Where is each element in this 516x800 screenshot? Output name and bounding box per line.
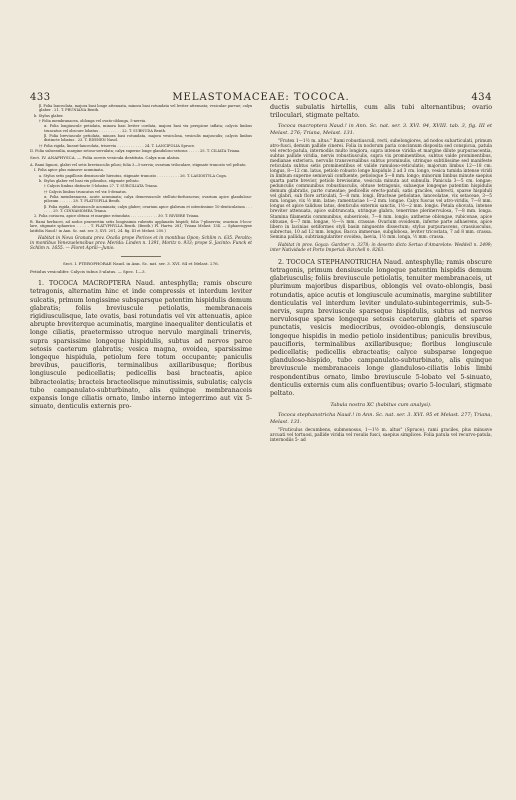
left-column (30, 104, 252, 778)
right-page-number: 434 (471, 92, 492, 103)
key-line: 2. Folia coriacea, apice obtusa et margine rotundata . . . . . . . . . . . . 30. T. RIVIERE Triana. (34, 214, 200, 219)
divider (121, 256, 161, 257)
key-line: b. Stylus glaber. (34, 113, 64, 118)
key-line: B. Rami herbacei, ad nodos praesertim setis longissimis rubentis applanatis hispidi; folia 7-plinervia; ovarium 5-locu-lare, stigmate sphaerico . . . . . T. PLATYPHYLLA Benth. (Benth.) Pl. Hartw. 281; Triana Melast. 134. — Sphaerogyne latifolia Naud.! in Ann. Sc. nat. ser. 3, XVI. 201, 24. fig. III et Melast. 250.) (30, 219, 252, 233)
key-line: α. Folia longiuscule petiolata, minora basi leviter cordata, majora basi vix perspicue inflata; calycis limbus truncatus vel obscure lobatus . . . . . . . . . . 22. T. SUBNUDA Benth. (44, 124, 252, 133)
key-line: † Folia membranacea, oblonga vel ovato-oblonga, 5-nervia. (39, 119, 147, 124)
running-title: MELASTOMACEAE: TOCOCA. (172, 92, 350, 103)
key-line: β. Folia breviuscule petiolata, minora basi rotundata, majora vesiculosa, vesiculis majusculis; calycis limbus distincte lobatus . 23. T. EDENEN Naud. (44, 134, 252, 143)
section-note: Petiolus vesiculifer. Calycis tubus 5-alatus. — Spec. 1—3. (30, 268, 146, 274)
key-line: I. Folia apice plus minusve acuminata. (34, 168, 104, 173)
detailed-description: "Frutex 1—1½ m. altus." Rami robustiusculi, recti, subelongiores, ad nodos subarticulati, primum atro-fusci, demum pallide cinerei. Folia in nodorum paria concinnum disposita sed conspicua, patula vel erecto-patula, internodiis multo longiora, supra intense viridia et margine dilute purpurascentia, subtus pallide viridia, nervis robustiusculis, supra vix prominentibus, subtus valde prominentibus, medianae exteriora, nervulis transversalibus subtus prominulis, utrinque subtilissime sed manifeste reticulata subtus setis prominentibus et valide ramuloso-reticulatis; majorum limbus 12—18 cm. longus, 8—12 cm. latus, petiolo robusto longe hispidulo 2 ad 3 cm. longo, vesica tumida intense viridi in limbum superne semiovali confluente, petioloque 5—8 mm. longo; minorum limbus minute saepius quarta parte brevior, petiolo brevissimo, vesicula minuta aut subnulla. Panicula 3—5 cm. longae; pedunculis communibus robustiusculis, obtuse tetragonis, subaeque longeque patentim hispidulis demum glabratis, parte cuneatae; pedicellis erecto-patuli, satis graciles, subrecti, sparse hispiduli vel glabri, sub flore articulati, 5—8 mm. longi. Bracteae petiolatae, lanceolatae, vix setaceae, 3—5 mm. longae, vix ½ mm. latae; ramentaciae 1—2 mm. longae. Calyx fuscus vel atro-viridis, 7—8 mm. longus et apice taliduss latus, denticulis externis sanctis, 1½—2 mm. longis. Petala obovata, intense breviter attenuata, apice subtruncata, utrinque glabra, tenerrime plerinervulosa, 7—8 mm. longa. Stamina filamentis communibus, subsericeis, 7—8 mm. longis; antherae oblongae, rubiconae, apice obtusae, 6—7 mm. longae, ½—⅔ mm. crassae. Ovarium ovoideum, inferne parte adhaerens, apice libero in lacinias setiformes styli basin ninguente dissectum; stylus purpurascens, crassiusculus, subrectus, 10 ad 12 mm. longus. Bacca immersae, subglobosa, leviter tricostata, 7 ad 8 mm. crassa. Semina pallida, subtriangulariter ovoidea, laevia, 1½ mm. longa, ½ mm. crassa. (270, 138, 492, 240)
key-line: II. Folia subsessilia, margine setoso-serrulata; calyx superne longe glanduloso-setosus . . . . . 25. T. CILIATA Triana. (30, 149, 241, 154)
species-description-continued: ductis subulatis hirtellis, cum alis tubi alternantibus; ovario triloculari, stigmate peltato. (270, 104, 492, 120)
key-line: A. Rami lignosi, glabri vel setis breviusculis pilosi; folia 3—5-nervia; ovarium trilocalare, stigmate truncato vel peltato. (30, 163, 247, 168)
left-page-number: 433 (30, 92, 51, 103)
citation: Tococa macroptera Naud.! in Ann. Sc. nat. ser. 3. XVI. 94, XVIII. tab. 3, fig. III et Melast. 276; Triana, Melast. 131. (270, 123, 492, 136)
section-heading: Sect. IV. ANAPHYSCA. — Folia ocreis vesicula destituta. Calyx non alatus. (30, 155, 181, 161)
key-line: †† Calycis limbus truncatus vel vix 5-denatus. (44, 189, 127, 194)
key-line: †† Folia rigida, lineari-lanceolata, triservia . . . . . . . . . . . . 24. T. LANCIFOLIA Spruce. (39, 143, 196, 148)
key-line: † Calycis limbus distincte 5-lobatus 27. T. SUBCILIATA Triana. (44, 184, 158, 189)
plate-reference: Tabula nostra XC (habitus cum analysi). (330, 402, 432, 409)
right-column (270, 104, 492, 778)
running-header (30, 92, 492, 103)
key-line: β. Folia rigida, obtusiuscule acuminata; calyx glaber; ovarium apice glabrum et nitentissime 10-denticulatum . . . . . . . 29. T. CINNAMOMEA Triana. (44, 204, 252, 214)
key-line: a. Stylus setis papillosis densiuscule hirsutus, stigmate truncato . . . . . . . . . . 26. T. LASIOSTYLA Cogn. (39, 173, 227, 178)
section-heading: Sect. I. PTEROPHORAE Naud. in Ann. Sc. nat. ser. 3. XVI. 84 et Melast. 276. (63, 260, 219, 266)
citation: Tococa stephanotricha Naud.! in Ann. Sc. nat. ser. 3. XVI. 95 et Melast. 277; Triana, Melast. 131. (270, 412, 492, 425)
detailed-description: "Fruticulus decumbens, submonosus, 1—1½ m. altus" (Spruce). rami graciles, plus minusve arcuati vel tortuosi, pallide viridia vel rosulis fusci, saepius simplices. Folia patula vel recurvo-patula, internodiis 5- ad (270, 427, 492, 443)
species-description: 1. TOCOCA MACROPTERA Naud. antesphylla; ramis obscure tetragonis, alternatim hinc et inde compressis et interdum leviter sulcatis, primum longissime subsparsque patentim hispidulis demum glabratis; foliis breviuscule petiolatis, membranaceis rigidiusculisque, late ovatis, basi rotundatis vel vix attenuatis, apice abrupte breviterque acuminatis, margine inaequaliter denticulatis et longe ciliatis, praetermisso utroque nervulo marginali trinervis, supra sparsissime longeque hispidulis, subtus ad nervos parce setosis caeterum glabratis; vesica magna, ovoidea, sparsissime longeque hispidula, petiolum fere totum occupante; paniculis brevibus, paucifloris, terminalibus axillaribusque; floribus longiuscule pedicellatis; pedicellis basi bracteatis, apice bibracteolatis; bracteis bracteolisque minutissimis, subulatis; calycis tubo campanulato-subturbinato, alis quinque membranaceis expansis longe ciliatis ornato, limbo interno integerrimo aut vix 5-sinuato, denticulis externis pro- (30, 280, 252, 411)
key-line: α. Folia membranacea, acute acuminata; calyx demersuscule stelluto-furfuraceus; ovarium apice glanduloso-pilosum . . . . . . 28. T. PLATYSPILA Benth. (44, 195, 252, 204)
key-line: β. Folia lanceolata, majora basi longe attenuata, minora basi rotundata vel leviter attenuata; vesiculae parvae; calyx glaber . 21. T. PRUNIANA Benth. (39, 104, 252, 113)
text-columns (30, 104, 492, 778)
habitat-note: Habitat in Nova Granata prov. Ocaña prope Porices et in montibus Opon; Schlim n. 635. Peralto; in montibus Venezuelensibus prov. Merida: Linden n. 1391, Moritz n. 933; prope S. Jacinto: Funck et Schlim n. 1655. — Floret Aprili—Junio. (30, 235, 252, 251)
key-line: b. Stylus glaber vel basi vix pilosulus, stigmate peltato. (39, 179, 140, 184)
species-description: 2. TOCOCA STEPHANOTRICHA Naud. antesphylla; ramis obscure tetragonis, primum densiuscule longeque patentim hispidis demum glabriusculis; foliis breviuscule petiolatis, tenuiter membranaceis, ut plurimum majoribus disparibus, oblongis vel ovato-oblongis, basi rotundatis, apice acutis et longiuscule acuminatis, margine subtiliter denticulatis vel interdum leviter undulato-subintegerrimis, sub-5-nervis, supra breviuscule sparseque hispidulis, subtus ad nervos nervulosque sparse longeque setosis caeterum glabris et sparse punctatis, vesicis mediocribus, ovoideo-oblongis, densiuscule longeque hispidis in medio petiolo insidentibus; paniculis brevibus, paucifloris, terminalibus axillaribusque; floribus longiuscule pedicellatis; pedicellis ebracteatis; calyce subsparse longeque glanduloso-hispido, tubo campanulato-subturbinato, alis quinque breviuscule membranaceis longe glanduloso-ciliatis lobis limbi respondentibus ornato, limbo breviuscule 5-lobato vel 5-sinuato, denticulis externis cum alis confluentibus; ovario 5-loculari, stigmate peltato. (270, 258, 492, 398)
habitat-note: Habitat in prov. Goyaz: Gardner n. 3378; in deserto dicto Sertao d'Amarelote: Weddell n. 2499; inter Natividade et Porto Imperial: Burchell n. 8263. (270, 242, 492, 253)
